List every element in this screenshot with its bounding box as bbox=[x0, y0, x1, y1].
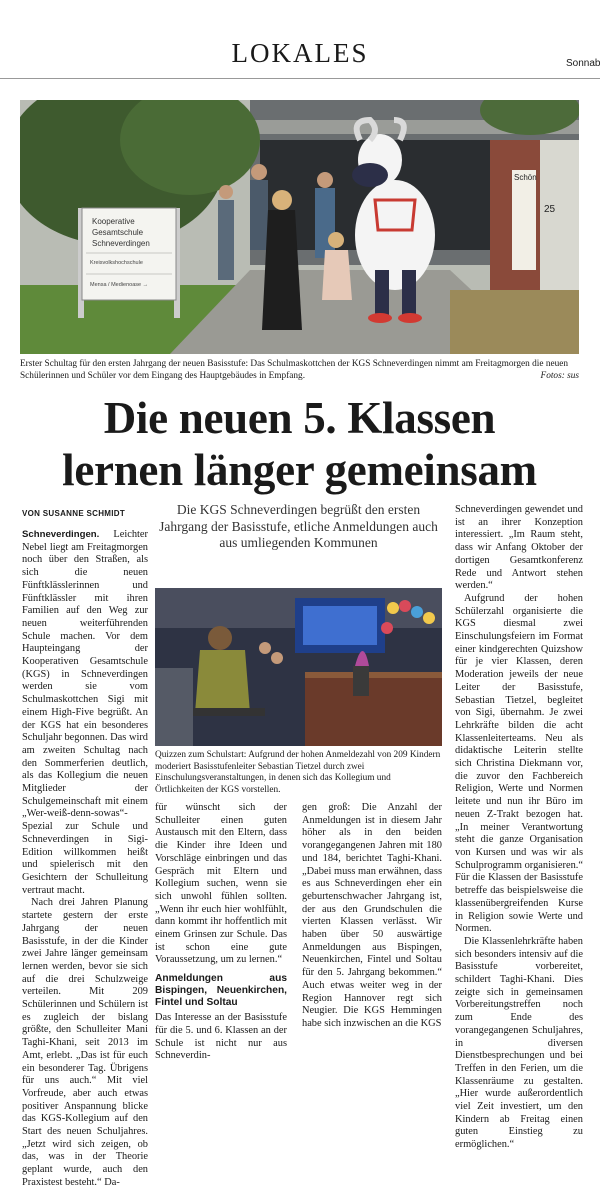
article-column-1 bbox=[22, 529, 148, 1190]
paragraph: Schneverdingen gewendet und ist an ihrer Konzeption interessiert. „Im Raum steht, dass wir Anfang Oktober der dortigen Gesamtkonferenz Rede und Antwort stehen werden.“ bbox=[455, 504, 583, 592]
weekday-label: Sonnab bbox=[566, 58, 600, 69]
house-number: 25 bbox=[544, 204, 556, 215]
paragraph bbox=[22, 529, 148, 897]
article-column-3 bbox=[302, 802, 442, 1031]
photo-credit: Fotos: sus bbox=[540, 370, 579, 381]
headline-line2: lernen länger gemeinsam bbox=[62, 445, 537, 495]
school-entrance-illustration bbox=[20, 100, 579, 354]
paragraph: Nach drei Jahren Planung startete gestern der erste Jahrgang der neuen Basisstufe, in der die Kinder zwei Jahre länger gemeinsam lernen werden, bevor sie sich auf die drei Schulzweige verteilen. Mit 209 Schülerinnen und Schülern ist es zugleich der bislang größte, den Schulleiter Mani Taghi-Khani, seit 2013 im Amt, erlebt. „Das ist für euch ein besonderer Tag. Übrigens für uns auch.“ Mit viel Vorfreude, aber auch etwas positiver Anspannung blicke das KGS-Kollegium auf den Start des neuen Schuljahres. „Jetzt wird sich zeigen, ob das, was in der Theorie geplant wurde, auch den Praxistest besteht.“ Da- bbox=[22, 897, 148, 1188]
paragraph: Aufgrund der hohen Schülerzahl organisierte die KGS diesmal zwei Einschulungsfeiern im Format einer kindgerechten Quizshow für je vier Klassen, deren Moderation jeweils der neue Leiter der Basisstufe, Sebastian Tietzel, begleitet von Sigi, übernahm. Je zwei Lehrkräfte bilden die acht Klassenleiterteams. Neu als didaktische Leiterin stellte sich Christina Diekmann vor, die zuvor den Fachbereich Religion, Werte und Normen leitete und nun ihr Büro im neuen Z-Trakt bezogen hat. „In meiner Verantwortung steht die ganze Organisation von Kursen und was wir als Schulprogramm organisieren.“ Für die Klassen der Basisstufe betreffe das beispielsweise die klassenübergreifenden Kurse in Religion sowie Werte und Normen. bbox=[455, 592, 583, 935]
quiz-photo-caption: Quizzen zum Schulstart: Aufgrund der hohen Anmeldezahl von 209 Kindern moderiert Basisstufenleiter Sebastian Tietzel durch zwei Einschulungsveranstaltungen, in denen sich das Kollegium und Örtlichkeiten der KGS vorstellen. bbox=[155, 750, 441, 795]
sign-text-line3: Schneverdingen bbox=[92, 239, 150, 248]
paragraph-text: Leichter Nebel liegt am Freitagmorgen noch über den Straßen, als sich die neuen Fünftklässlerinnen und Fünftklässler mit ihren Familien auf den Weg zur neuen weiterführenden Schule machen. Vor dem Haupteingang der Kooperativen Gesamtschule (KGS) in Schneverdingen werden sie vom Schulmaskottchen Sigi mit einem High-Five begrüßt. An der KGS hat ein besonderes Schuljahr begonnen. Das wird am zweiten Schultag nach den Sommerferien deutlich, als das Kollegium die neuen Mitglieder der Schulgemeinschaft mit einem „Wer-weiß-denn-sowas“-Spezial zur Schule und Schneverdingen in Sigi-Edition willkommen heißt und spielerisch mit den Gesichtern der Schulleitung vertraut macht. bbox=[22, 529, 148, 896]
sign-text-line1: Kooperative bbox=[92, 217, 135, 226]
intertitle: Anmeldungen aus Bispingen, Neuenkirchen, Fintel und Soltau bbox=[155, 973, 287, 1009]
photo-caption bbox=[20, 359, 579, 382]
header-rule bbox=[0, 78, 600, 79]
sign-text-line2: Gesamtschule bbox=[92, 228, 144, 237]
paragraph: Die Klassenlehrkräfte haben sich besonders intensiv auf die Basisstufe vorbereitet, schildert Taghi-Khani. Dies zeigte sich in gemeinsamen Vorbereitungstreffen noch zum Ende des vorangegangenen Schuljahres, in diversen Dienstbesprechungen und bei Treffen in den Ferien, um die Klassenräume zu gestalten. „Hier wurde außerordentlich viel Zeit investiert, um den Kindern ab Freitag einen guten Einstieg zu ermöglichen.“ bbox=[455, 935, 583, 1151]
sign-text-line5: Mensa / Medienoase → bbox=[90, 282, 149, 288]
school-entrance-photo bbox=[20, 100, 579, 354]
headline bbox=[20, 392, 579, 496]
paragraph: gen groß: Die Anzahl der Anmeldungen ist in diesem Jahr höher als in den beiden vorangegangenen Jahren mit 180 und 184, berichtet Taghi-Khani. „Dabei muss man erwähnen, dass es aus Schneverdingen eher ein geburtenschwacher Jahrgang ist, der aus den Grundschulen die vierten Klassen verlässt. Wir haben über 50 auswärtige Anmeldungen aus Bispingen, Neuenkirchen, Fintel und Soltau für den 5. Jahrgang bekommen.“ Auch etwas weiter weg in der Region Hannover regt sich Neugier. Die KGS Hemmingen habe sich inzwischen an die KGS bbox=[302, 802, 442, 1029]
poster-text: Schön bbox=[514, 173, 537, 182]
caption-text: Erster Schultag für den ersten Jahrgang der neuen Basisstufe: Das Schulmaskottchen der KGS Schneverdingen nimmt am Freitagmorgen die neuen Schülerinnen und Schüler vor dem Eingang des Hauptgebäudes in Empfang. bbox=[20, 359, 569, 381]
section-title: LOKALES bbox=[231, 38, 369, 68]
quiz-event-photo bbox=[155, 588, 442, 746]
paragraph: Das Interesse an der Basisstufe für die 5. und 6. Klassen an der Schule ist nicht nur aus Schneverdin- bbox=[155, 1012, 287, 1062]
sign-text-line4: Kreisvolkshochschule bbox=[90, 260, 143, 266]
quiz-event-illustration bbox=[155, 588, 442, 746]
dateline: Schneverdingen. bbox=[22, 529, 100, 540]
article-column-4 bbox=[455, 504, 583, 1152]
headline-line1: Die neuen 5. Klassen bbox=[103, 393, 496, 443]
subheadline: Die KGS Schneverdingen begrüßt den ersten Jahrgang der Basisstufe, etliche Anmeldungen auch aus umliegenden Kommunen bbox=[159, 502, 438, 550]
byline: VON SUSANNE SCHMIDT bbox=[22, 509, 126, 518]
paragraph: für wünscht sich der Schulleiter einen guten Austausch mit den Eltern, dass die Kinder ihre Ideen und Vorschläge einbringen und das Gespräch mit Eltern und Kollegium suchen, wenn sie sich unwohl fühlen sollten. „Wenn ihr euch hier wohlfühlt, dann kommt ihr hoffentlich mit einem Grinsen zur Schule. Das ist schon eine gute Voraussetzung, um zu lernen.“ bbox=[155, 802, 287, 966]
